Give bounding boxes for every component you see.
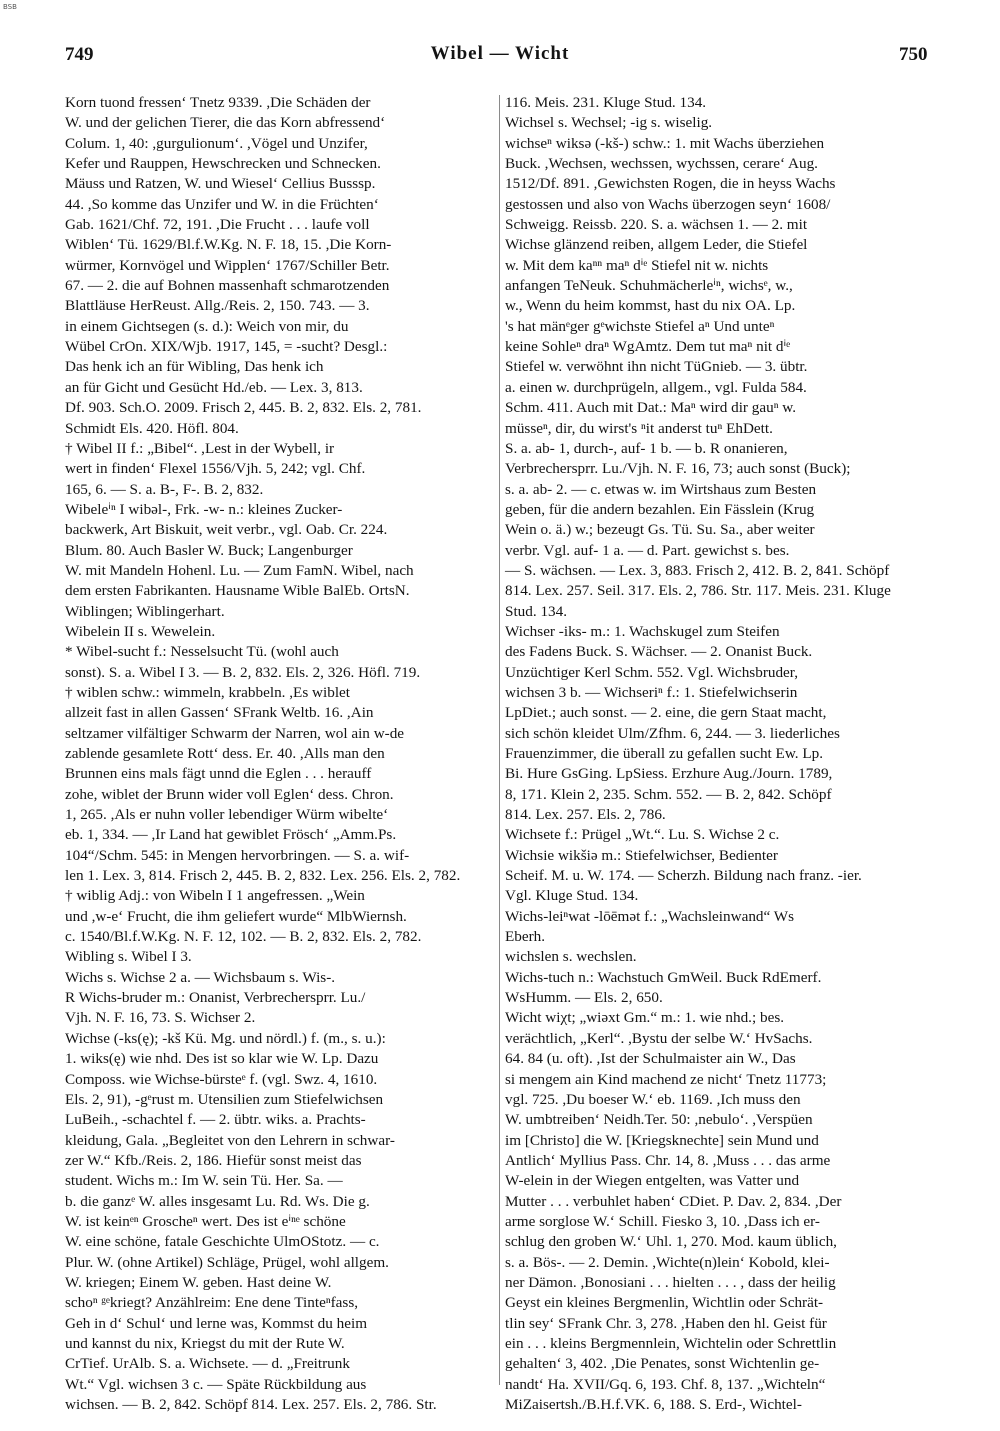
text-line: Das henk ich an für Wibling, Das henk ich <box>65 358 324 376</box>
text-line: verbr. Vgl. auf- 1 a. — d. Part. gewichst s. bes. <box>505 541 790 559</box>
text-line: tlin sey‘ SFrank Chr. 3, 278. ,Haben den hl. Geist für <box>505 1314 827 1332</box>
text-line: 1512/Df. 891. ,Gewichsten Rogen, die in heyss Wachs <box>505 175 836 193</box>
text-line: Wichser -iks- m.: 1. Wachskugel zum Steifen <box>505 622 780 640</box>
text-line: Wichse glänzend reiben, allgem Leder, die Stiefel <box>505 236 808 254</box>
text-line: Els. 2, 91), -gᵉrust m. Utensilien zum Stiefelwichsen <box>65 1090 384 1108</box>
text-line: 116. Meis. 231. Kluge Stud. 134. <box>505 94 707 111</box>
right-column <box>505 93 925 1413</box>
text-line: und ,w-e‘ Frucht, die ihm geliefert wurde“ MlbWiernsh. <box>65 907 407 925</box>
text-line: Stud. 134. <box>505 602 568 620</box>
text-line: Schweigg. Reissb. 220. S. a. wächsen 1. — 2. mit <box>505 216 808 234</box>
text-line: wichslen s. wechslen. <box>505 948 637 966</box>
text-line: W-elein in der Wiegen entgelten, was Vatter und <box>505 1172 800 1190</box>
text-line: wert in finden‘ Flexel 1556/Vjh. 5, 242; vgl. Chf. <box>65 460 366 478</box>
text-line: Wichs s. Wichse 2 a. — Wichsbaum s. Wis-. <box>65 968 336 986</box>
text-line: Antlich‘ Myllius Pass. Chr. 14, 8. ,Muss . . . das arme <box>505 1151 831 1169</box>
text-line: si mengem ain Kind machend ze nicht‘ Tnetz 11773; <box>505 1070 827 1088</box>
text-line: MiZaisertsh./B.H.f.VK. 6, 188. S. Erd-, Wichtel- <box>505 1396 802 1413</box>
text-line: s. a. ab- 2. — c. etwas w. im Wirtshaus zum Besten <box>505 480 817 498</box>
text-line: arme sorglose W.‘ Schill. Fiesko 3, 10. ,Dass ich er- <box>505 1212 820 1230</box>
right-page-number: 750 <box>899 44 928 65</box>
text-line: a. einen w. durchprügeln, allgem., vgl. Fulda 584. <box>505 378 807 396</box>
text-line: im [Christo] die W. [Kriegsknechte] sein Mund und <box>505 1131 819 1149</box>
text-line: ner Dämon. ,Bonosiani . . . hielten . . . , dass der heilig <box>505 1273 836 1291</box>
text-line: len 1. Lex. 3, 814. Frisch 2, 445. B. 2, 832. Lex. 256. Els. 2, 782. <box>65 867 461 885</box>
text-line: 1. wiks(ę) wie nhd. Des ist so klar wie W. Lp. Dazu <box>65 1050 379 1068</box>
text-line: Mutter . . . verbuhlet haben‘ CDiet. P. Dav. 2, 834. ,Der <box>505 1192 842 1210</box>
text-line: Wübel CrOn. XIX/Wjb. 1917, 145, = -sucht? Desgl.: <box>65 338 388 356</box>
text-line: 's hat mänᵉger gᵉwichste Stiefel aⁿ Und unteⁿ <box>505 317 775 335</box>
text-line: 44. ,So komme das Unzifer und W. in die Früchten‘ <box>65 195 379 213</box>
text-line: LpDiet.; auch sonst. — 2. eine, die gern Staat macht, <box>505 704 827 722</box>
text-line: würmer, Kornvögel und Wipplen‘ 1767/Schiller Betr. <box>65 256 390 274</box>
text-line: 165, 6. — S. a. B-, F-. B. 2, 832. <box>65 480 264 498</box>
text-line: Wiblen‘ Tü. 1629/Bl.f.W.Kg. N. F. 18, 15. ,Die Korn- <box>65 236 392 254</box>
text-line: 814. Lex. 257. Seil. 317. Els. 2, 786. Str. 117. Meis. 231. Kluge <box>505 582 891 600</box>
text-line: sich schön kleidet Ulm/Zfhm. 6, 244. — 3. liederliches <box>505 724 840 742</box>
text-line: 8, 171. Klein 2, 235. Schm. 552. — B. 2, 842. Schöpf <box>505 785 832 803</box>
text-line: † wiblig Adj.: von Wibeln I 1 angefressen. „Wein <box>65 887 365 905</box>
text-line: Stiefel w. verwöhnt ihn nicht TüGnieb. — 3. übtr. <box>505 358 808 376</box>
text-line: W. und der gelichen Tierer, die das Korn abfressend‘ <box>65 114 386 132</box>
text-line: eb. 1, 334. — ,Ir Land hat gewiblet Frösch‘ „Amm.Ps. <box>65 826 397 844</box>
text-line: Wichsie wikšiə m.: Stiefelwichser, Bedienter <box>505 846 778 864</box>
text-line: * Wibel-sucht f.: Nesselsucht Tü. (wohl auch <box>65 643 339 661</box>
text-line: † Wibel II f.: „Bibel“. ,Lest in der Wybell, ir <box>65 439 335 457</box>
text-line: zablende gesamlete Rott‘ dess. Er. 40. ,Alls man den <box>65 745 385 762</box>
text-line: Schm. 411. Auch mit Dat.: Maⁿ wird dir gauⁿ w. <box>505 399 797 417</box>
text-line: — S. wächsen. — Lex. 3, 883. Frisch 2, 412. B. 2, 841. Schöpf <box>505 561 890 579</box>
text-line: † wiblen schw.: wimmeln, krabbeln. ,Es wiblet <box>65 683 350 701</box>
text-line: seltzamer vilfältiger Schwarm der Narren, wol ain w-de <box>65 724 405 742</box>
text-line: S. a. ab- 1, durch-, auf- 1 b. — b. R onanieren, <box>505 439 788 457</box>
text-line: wichseⁿ wiksə (-kš-) schw.: 1. mit Wachs überziehen <box>505 134 825 152</box>
text-line: wichsen. — B. 2, 842. Schöpf 814. Lex. 257. Els. 2, 786. Str. <box>65 1396 437 1413</box>
text-line: 814. Lex. 257. Els. 2, 786. <box>505 806 666 824</box>
text-line: W. kriegen; Einem W. geben. Hast deine W. <box>65 1273 332 1291</box>
text-line: Composs. wie Wichse-bürsteᵉ f. (vgl. Swz. 4, 1610. <box>65 1070 378 1088</box>
text-line: verächtlich, „Kerl“. ,Bystu der selbe W.‘ HvSachs. <box>505 1029 813 1047</box>
text-line: Frauenzimmer, die überall zu gefallen sucht Ew. Lp. <box>505 745 824 762</box>
text-line: w., Wenn du heim kommst, hast du nix OA. Lp. <box>505 297 796 315</box>
text-line: gehalten‘ 3, 402. ,Die Penates, sonst Wichtenlin ge- <box>505 1355 820 1373</box>
text-line: Geh in d‘ Schul‘ und lerne was, Kommst du heim <box>65 1314 368 1332</box>
text-line: Wichse (-ks(ę); -kš Kü. Mg. und nördl.) f. (m., s. u.): <box>65 1029 386 1047</box>
running-head: Wibel — Wicht <box>430 43 570 64</box>
text-line: des Fadens Buck. S. Wächser. — 2. Onanist Buck. <box>505 643 813 661</box>
text-line: Gab. 1621/Chf. 72, 191. ,Die Frucht . . . laufe voll <box>65 216 370 234</box>
text-line: LuBeih., -schachtel f. — 2. übtr. wiks. a. Prachts- <box>65 1111 366 1129</box>
text-line: Korn tuond fressen‘ Tnetz 9339. ,Die Schäden der <box>65 94 371 111</box>
text-line: Wein o. ä.) w.; bezeugt Gs. Tü. Su. Sa., aber weiter <box>505 521 815 539</box>
text-line: Blattläuse HerReust. Allg./Reis. 2, 150. 743. — 3. <box>65 297 370 315</box>
text-line: Wibelein II s. Wewelein. <box>65 622 216 640</box>
text-line: Colum. 1, 40: ,gurgulionum‘. ,Vögel und Unzifer, <box>65 134 368 152</box>
text-line: 104“/Schm. 545: in Mengen hervorbringen. — S. a. wif- <box>65 846 410 864</box>
text-line: Mäuss und Ratzen, W. und Wiesel‘ Cellius Busssp. <box>65 175 376 193</box>
text-line: gestossen und also von Wachs überzogen seyn‘ 1608/ <box>505 195 831 213</box>
text-line: s. a. Bös-. — 2. Demin. ,Wichte(n)lein‘ Kobold, klei- <box>505 1253 830 1271</box>
text-line: Schmidt Els. 420. Höfl. 804. <box>65 419 239 437</box>
text-line: wichsen 3 b. — Wichseriⁿ f.: 1. Stiefelwichserin <box>505 683 798 701</box>
text-line: c. 1540/Bl.f.W.Kg. N. F. 12, 102. — B. 2, 832. Els. 2, 782. <box>65 928 422 946</box>
text-line: geben, für die andern bezahlen. Ein Fässlein (Krug <box>505 500 815 518</box>
text-line: b. die ganzᵉ W. alles insgesamt Lu. Rd. Ws. Die g. <box>65 1192 370 1210</box>
text-line: schoⁿ ᵍᵉkriegt? Anzählreim: Ene dene Tinteⁿfass, <box>65 1294 359 1312</box>
text-line: Unzüchtiger Kerl Schm. 552. Vgl. Wichsbruder, <box>505 663 799 681</box>
text-line: W. eine schöne, fatale Geschichte UlmOStotz. — c. <box>65 1233 380 1251</box>
text-line: 67. — 2. die auf Bohnen massenhaft schmarotzenden <box>65 277 390 295</box>
text-line: nandt‘ Ha. XVII/Gq. 6, 193. Chf. 8, 137. „Wichteln“ <box>505 1375 826 1393</box>
text-line: dem ersten Fabrikanten. Hausname Wible BalEb. OrtsN. <box>65 582 410 600</box>
text-line: schlug den groben W.‘ Uhl. 1, 270. Mod. kaum üblich, <box>505 1233 837 1251</box>
text-line: Scheif. M. u. W. 174. — Scherzh. Bildung nach franz. -ier. <box>505 867 862 885</box>
text-line: W. mit Mandeln Hohenl. Lu. — Zum FamN. Wibel, nach <box>65 561 414 579</box>
text-line: CrTief. UrAlb. S. a. Wichsete. — d. „Freitrunk <box>65 1355 350 1373</box>
text-line: zer W.“ Kfb./Reis. 2, 186. Hiefür sonst meist das <box>65 1151 362 1169</box>
text-line: Df. 903. Sch.O. 2009. Frisch 2, 445. B. 2, 832. Els. 2, 781. <box>65 399 422 417</box>
column-divider <box>499 95 500 1385</box>
text-line: Wichsete f.: Prügel „Wt.“. Lu. S. Wichse 2 c. <box>505 826 780 844</box>
text-line: Wiblingen; Wiblingerhart. <box>65 602 225 620</box>
text-line: ein . . . kleins Bergmennlein, Wichtelin oder Schrettlin <box>505 1334 837 1352</box>
text-line: sonst). S. a. Wibel I 3. — B. 2, 832. Els. 2, 326. Höfl. 719. <box>65 663 421 681</box>
text-line: Bi. Hure GsGing. LpSiess. Erzhure Aug./Journ. 1789, <box>505 765 833 783</box>
text-line: R Wichs-bruder m.: Onanist, Verbrechersprr. Lu./ <box>65 989 366 1007</box>
text-line: Kefer und Rauppen, Hewschrecken und Schnecken. <box>65 155 381 173</box>
text-line: student. Wichs m.: Im W. sein Tü. Her. Sa. — <box>65 1172 343 1190</box>
text-line: Wicht wiχt; „wiəxt Gm.“ m.: 1. wie nhd.; bes. <box>505 1009 785 1027</box>
text-line: anfangen TeNeuk. Schuhmächerleⁱⁿ, wichsᵉ, w., <box>505 277 793 295</box>
text-line: Brunnen eins mals fägt unnd die Eglen . . . herauff <box>65 765 372 783</box>
text-line: müsseⁿ, dir, du wirst's ⁿit anderst tuⁿ EhDett. <box>505 419 773 437</box>
text-line: in einem Gichtsegen (s. d.): Weich von mir, du <box>65 317 349 335</box>
text-line: Plur. W. (ohne Artikel) Schläge, Prügel, wohl allgem. <box>65 1253 389 1271</box>
text-line: Wt.“ Vgl. wichsen 3 c. — Späte Rückbildung aus <box>65 1375 367 1393</box>
text-line: Blum. 80. Auch Basler W. Buck; Langenburger <box>65 541 353 559</box>
text-line: w. Mit dem kaⁿⁿ maⁿ dⁱᵉ Stiefel nit w. nichts <box>505 256 769 274</box>
text-line: Wichs-tuch n.: Wachstuch GmWeil. Buck RdEmerf. <box>505 968 822 986</box>
left-column <box>65 93 493 1413</box>
text-line: W. ist keinᵉⁿ Groscheⁿ wert. Des ist eⁱⁿᵉ schöne <box>65 1212 346 1230</box>
text-line: Wichsel s. Wechsel; -ig s. wiselig. <box>505 114 713 132</box>
text-line: an für Gicht und Gesücht Hd./eb. — Lex. 3, 813. <box>65 378 363 396</box>
text-line: zohe, wiblet der Brunn wider voll Eglen‘ dess. Chron. <box>65 785 394 803</box>
text-line: 64. 84 (u. oft). ,Ist der Schulmaister ain W., Das <box>505 1050 796 1068</box>
left-page-number: 749 <box>65 44 94 65</box>
text-line: Eberh. <box>505 928 546 946</box>
text-line: Wichs-leiⁿwat -lōēmət f.: „Wachsleinwand“ Ws <box>505 907 795 925</box>
text-line: Wibeleⁱⁿ I wibəl-, Frk. -w- n.: kleines Zucker- <box>65 500 343 518</box>
text-line: Wibling s. Wibel I 3. <box>65 948 192 966</box>
text-line: W. umbtreiben‘ Neidh.Ter. 50: ,nebulo‘. ,Verspüen <box>505 1111 813 1129</box>
text-line: Buck. ,Wechsen, wechssen, wychssen, cerare‘ Aug. <box>505 155 818 173</box>
text-line: WsHumm. — Els. 2, 650. <box>505 989 663 1007</box>
text-line: Vjh. N. F. 16, 73. S. Wichser 2. <box>65 1009 256 1027</box>
text-line: Verbrechersprr. Lu./Vjh. N. F. 16, 73; auch sonst (Buck); <box>505 460 851 478</box>
text-line: und kannst du nix, Kriegst du mit der Rute W. <box>65 1334 345 1352</box>
library-stamp: BSB <box>3 3 17 11</box>
text-line: backwerk, Art Biskuit, weit verbr., vgl. Oab. Cr. 224. <box>65 521 388 539</box>
text-line: kleidung, Gala. „Begleitet von den Lehrern in schwar- <box>65 1131 395 1149</box>
text-line: Geyst ein kleines Bergmenlin, Wichtlin oder Schrät- <box>505 1294 824 1312</box>
text-line: keine Sohleⁿ draⁿ WgAmtz. Dem tut maⁿ nit dⁱᵉ <box>505 338 791 356</box>
text-line: Vgl. Kluge Stud. 134. <box>505 887 639 905</box>
text-line: allzeit fast in allen Gassen‘ SFrank Weltb. 16. ,Ain <box>65 704 374 722</box>
text-line: 1, 265. ,Als er nuhn voller lebendiger Würm wibelte‘ <box>65 806 389 824</box>
text-line: vgl. 725. ,Du boeser W.‘ eb. 1169. ,Ich muss den <box>505 1090 801 1108</box>
